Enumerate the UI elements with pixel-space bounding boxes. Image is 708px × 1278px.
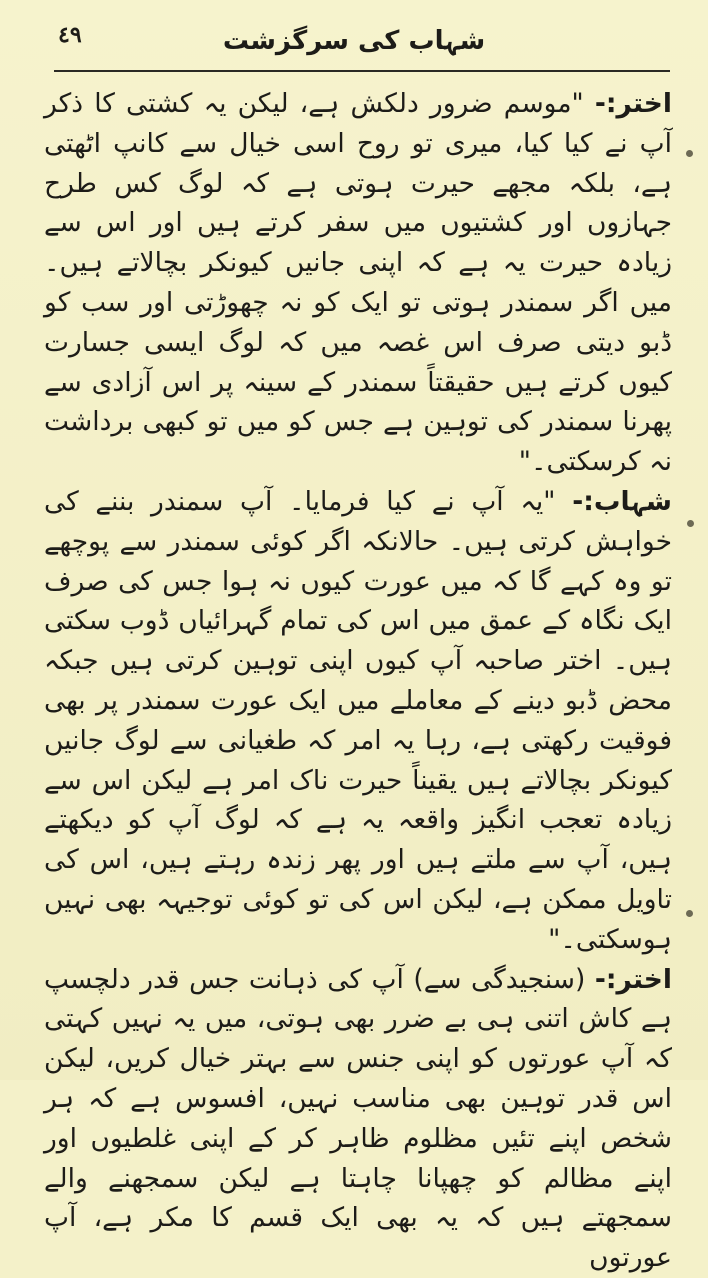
paragraph-text: "موسم ضرور دلکش ہے، لیکن یہ کشتی کا ذکر آپ نے کیا کیا، میری تو روح اسی خیال سے کانپ اٹھتی ہے، بلکہ مجھے حیرت ہوتی ہے کہ لوگ کس طرح جہازوں اور کشتیوں میں سفر کرتے ہیں اور اس سے زیادہ حیرت یہ ہے کہ اپنی جانیں کیونکر بچالاتے ہیں۔ میں اگر سمندر ہوتی تو ایک کو نہ چھوڑتی اور سب کو ڈبو دیتی صرف اس غصہ میں کہ لوگ ایسی جسارت کیوں کرتے ہیں حقیقتاً سمندر کے سینہ پر اس آزادی سے پھرنا سمندر کی توہین ہے جس کو میں تو کبھی برداشت نہ کرسکتی۔" (44, 88, 672, 478)
binding-hole-mark (687, 520, 694, 527)
running-head: شہاب کی سرگزشت (222, 26, 486, 56)
binding-hole-mark (686, 910, 693, 917)
paragraph-text: "یہ آپ نے کیا فرمایا۔ آپ سمندر بننے کی خواہش کرتی ہیں۔ حالانکہ اگر کوئی سمندر سے پوچھے تو وہ کہے گا کہ میں عورت کیوں نہ ہوا جس کی صرف ایک نگاہ کے عمق میں اس کی تمام گہرائیاں ڈوب سکتی ہیں۔ اختر صاحبہ آپ کیوں اپنی توہین کرتی ہیں جبکہ محض ڈبو دینے کے معاملے میں ایک عورت سمندر پر بھی فوقیت رکھتی ہے، رہا یہ امر کہ طغیانی سے لوگ جانیں کیونکر بچالاتے ہیں یقیناً حیرت ناک امر ہے لیکن اس سے زیادہ تعجب انگیز واقعہ یہ ہے کہ لوگ آپ کو دیکھتے ہیں، آپ سے ملتے ہیں اور پھر زندہ رہتے ہیں، اس کی تاویل ممکن ہے، لیکن اس کی تو کوئی توجیہہ بھی نہیں ہوسکتی۔" (44, 485, 672, 955)
speaker-label: شہاب:- (572, 485, 672, 517)
speaker-label: اختر:- (594, 963, 672, 995)
paragraph (44, 960, 672, 1278)
speaker-label: اختر:- (594, 88, 672, 119)
header-rule (54, 70, 670, 72)
body-text (44, 84, 672, 1278)
paragraph-text: (سنجیدگی سے) آپ کی ذہانت جس قدر دلچسپ ہے کاش اتنی ہی بے ضرر بھی ہوتی، میں یہ نہیں کہتی کہ آپ عورتوں کو اپنی جنس سے بہتر خیال کریں، لیکن اس قدر توہین بھی مناسب نہیں، افسوس ہے کہ ہر شخص اپنے تئیں مظلوم ظاہر کر کے اپنی غلطیوں اور اپنے مظالم کو چھپانا چاہتا ہے لیکن سمجھنے والے سمجھتے ہیں کہ یہ بھی ایک قسم کا مکر ہے، آپ عورتوں (44, 963, 672, 1274)
paragraph (44, 84, 672, 482)
paragraph (44, 482, 672, 960)
binding-hole-mark (686, 150, 693, 157)
page-number: ٤٩ (58, 22, 82, 48)
